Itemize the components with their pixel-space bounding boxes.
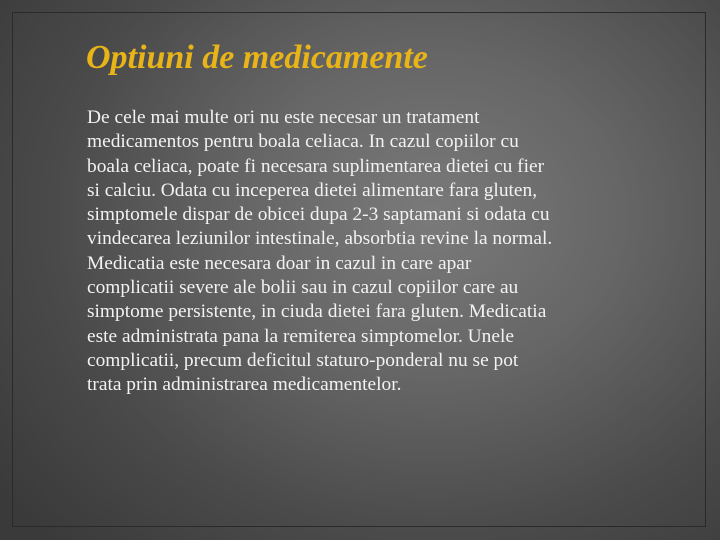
body-line: medicamentos pentru boala celiaca. In cazul copiilor cu [87, 131, 519, 153]
body-line: trata prin administrarea medicamentelor. [87, 374, 402, 396]
body-line: simptome persistente, in ciuda dietei fara gluten. Medicatia [87, 301, 547, 323]
body-line: si calciu. Odata cu inceperea dietei alimentare fara gluten, [87, 179, 538, 201]
body-line: Medicatia este necesara doar in cazul in care apar [87, 252, 472, 274]
slide-body [87, 106, 677, 398]
body-line: vindecarea leziunilor intestinale, absorbtia revine la normal. [87, 228, 553, 250]
slide-title: Optiuni de medicamente [86, 39, 428, 76]
body-line: simptomele dispar de obicei dupa 2-3 saptamani si odata cu [87, 204, 550, 226]
body-line: este administrata pana la remiterea simptomelor. Unele [87, 325, 514, 347]
body-line: complicatii, precum deficitul staturo-ponderal nu se pot [87, 349, 519, 371]
body-line: complicatii severe ale bolii sau in cazul copiilor care au [87, 277, 519, 299]
body-line: boala celiaca, poate fi necesara suplimentarea dietei cu fier [87, 155, 545, 177]
body-line: De cele mai multe ori nu este necesar un tratament [87, 107, 480, 128]
